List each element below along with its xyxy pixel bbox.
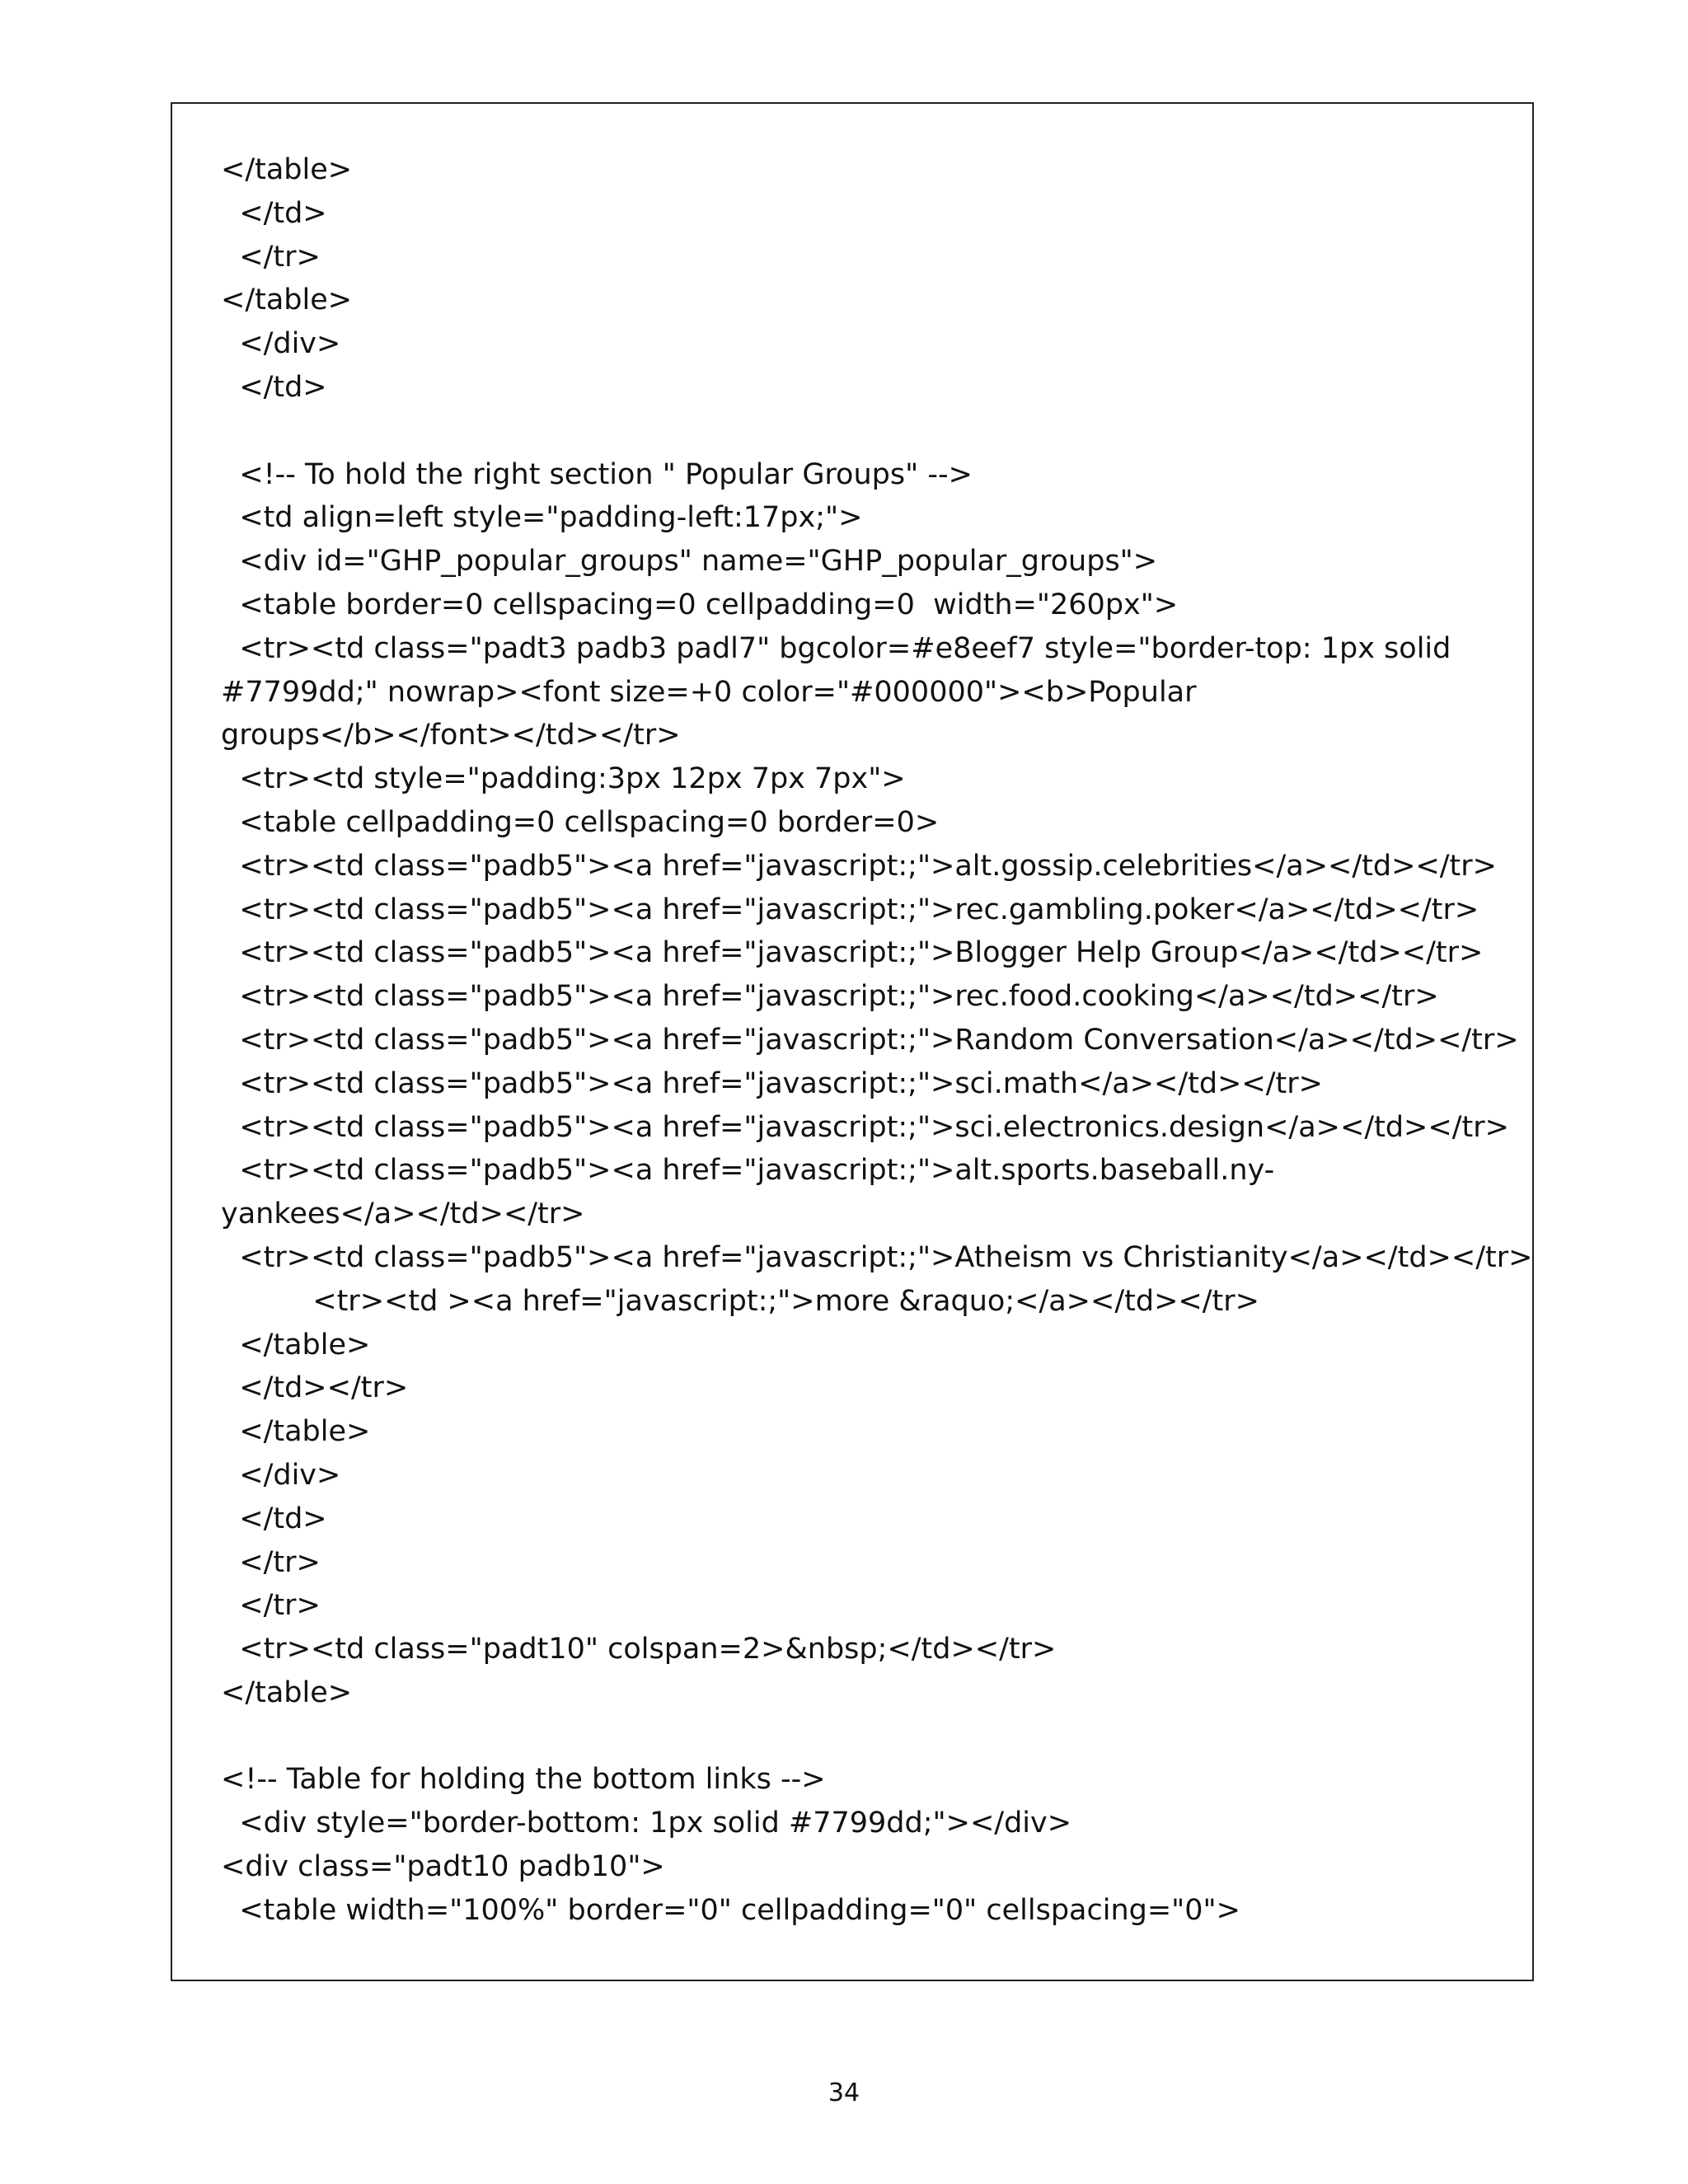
code-line: <td align=left style="padding-left:17px;"> — [221, 501, 863, 535]
code-line: </tr> — [221, 1589, 321, 1623]
code-line: </table> — [221, 153, 353, 186]
code-line: <tr><td ><a href="javascript:;">more &raquo;</a></td></tr> — [221, 1284, 1259, 1318]
code-line: <table cellpadding=0 cellspacing=0 border=0> — [221, 805, 940, 839]
code-line: <div id="GHP_popular_groups" name="GHP_popular_groups"> — [221, 545, 1158, 579]
code-line: <div class="padt10 padb10"> — [221, 1850, 665, 1884]
code-line: </table> — [221, 284, 353, 317]
code-listing — [221, 148, 1533, 1933]
code-line — [221, 1715, 1507, 1759]
code-line: </div> — [221, 1458, 341, 1492]
code-line: </td></tr> — [221, 1371, 409, 1405]
code-line: <tr><td class="padb5"><a href="javascript:;">rec.gambling.poker</a></td></tr> — [221, 893, 1479, 926]
code-line — [221, 410, 1507, 453]
code-line: groups</b></font></td></tr> — [221, 719, 681, 752]
code-line: <tr><td class="padb5"><a href="javascript:;">Random Conversation</a></td></tr> — [221, 1023, 1519, 1057]
page-number: 34 — [828, 2079, 860, 2107]
code-line: </td> — [221, 1502, 327, 1535]
code-line: yankees</a></td></tr> — [221, 1197, 585, 1231]
code-line: </tr> — [221, 240, 321, 274]
code-line: </div> — [221, 327, 341, 361]
code-line: <tr><td class="padb5"><a href="javascript:;">alt.gossip.celebrities</a></td></tr> — [221, 849, 1497, 883]
code-line: <tr><td style="padding:3px 12px 7px 7px"> — [221, 762, 906, 796]
code-line: <tr><td class="padb5"><a href="javascript:;">sci.electronics.design</a></td></tr> — [221, 1110, 1509, 1144]
code-line: </td> — [221, 370, 327, 404]
code-line: <table width="100%" border="0" cellpadding="0" cellspacing="0"> — [221, 1893, 1240, 1927]
code-line: </table> — [221, 1328, 371, 1361]
code-line: <div style="border-bottom: 1px solid #7799dd;"></div> — [221, 1807, 1072, 1840]
code-line: <tr><td class="padb5"><a href="javascript:;">sci.math</a></td></tr> — [221, 1066, 1323, 1100]
code-line: <table border=0 cellspacing=0 cellpadding=0 width="260px"> — [221, 588, 1179, 621]
code-line: <tr><td class="padb5"><a href="javascript:;">alt.sports.baseball.ny- — [221, 1154, 1275, 1188]
code-line: <!-- To hold the right section " Popular Groups" --> — [221, 457, 973, 491]
code-line: </tr> — [221, 1545, 321, 1579]
code-line: <tr><td class="padb5"><a href="javascript:;">rec.food.cooking</a></td></tr> — [221, 980, 1439, 1014]
code-line: #7799dd;" nowrap><font size=+0 color="#000000"><b>Popular — [221, 675, 1197, 709]
code-line: <tr><td class="padb5"><a href="javascript:;">Atheism vs Christianity</a></td></tr> — [221, 1240, 1533, 1274]
code-line: <tr><td class="padt10" colspan=2>&nbsp;</td></tr> — [221, 1633, 1057, 1666]
code-line: </table> — [221, 1415, 371, 1449]
code-line: </td> — [221, 196, 327, 230]
code-line: <tr><td class="padt3 padb3 padl7" bgcolor=#e8eef7 style="border-top: 1px solid — [221, 631, 1451, 665]
code-line: </table> — [221, 1675, 353, 1709]
code-line: <tr><td class="padb5"><a href="javascript:;">Blogger Help Group</a></td></tr> — [221, 936, 1484, 970]
code-line: <!-- Table for holding the bottom links --> — [221, 1763, 826, 1797]
